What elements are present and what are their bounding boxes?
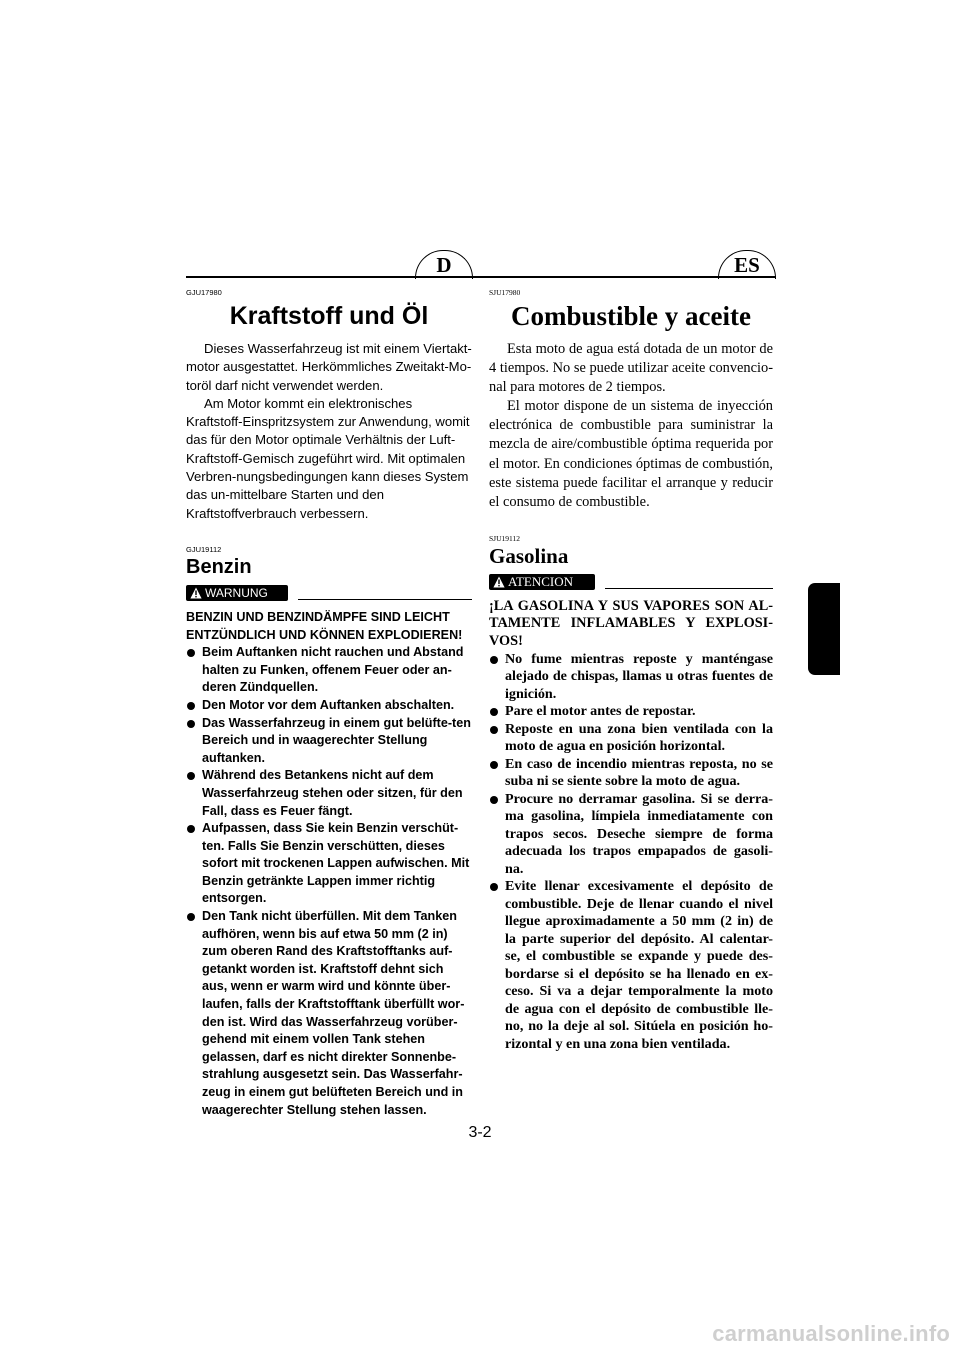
bullet-icon [187, 702, 195, 710]
warning-header [489, 574, 773, 590]
bullet-icon [187, 825, 195, 833]
list-item: Evite llenar excesivamente el depósito de combustible. Deje de llenar cuando el nivel llegue aproximadamente a 50 mm (2 in) de la parte superior del depósito. Al calentar-se, el combustible se expande y puede des-bordarse si el depósito se ha llenado en ex-ceso. Si va a dejar temporalmente la moto de agua con el depósito de combustible lle-no, no la deje al sol. Sitúela en posición ho-rizontal y en una zona bien ventilada. [489, 878, 773, 1053]
warning-header [186, 585, 472, 601]
bullet-icon [490, 761, 498, 769]
list-item: No fume mientras reposte y manténgase alejado de chispas, llamas u otras fuentes de ignición. [489, 651, 773, 704]
warning-lead: ¡LA GASOLINA Y SUS VAPORES SON AL-TAMENTE INFLAMABLES Y EXPLOSI-VOS! [489, 597, 773, 650]
header-rule [186, 276, 776, 278]
list-item: Beim Auftanken nicht rauchen und Abstand halten zu Funken, offenem Feuer oder an-deren Zündquellen. [186, 644, 472, 697]
bullet-icon [187, 772, 195, 780]
warning-lead: BENZIN UND BENZINDÄMPFE SIND LEICHT ENTZÜNDLICH UND KÖNNEN EXPLODIEREN! [186, 609, 463, 642]
language-label-german: D [415, 250, 473, 279]
list-item: Reposte en una zona bien ventilada con la moto de agua en posición horizontal. [489, 721, 773, 756]
bullet-icon [490, 708, 498, 716]
warning-rule [605, 588, 773, 589]
language-label-spanish: ES [718, 250, 776, 279]
bullet-icon [490, 656, 498, 664]
subsection-code: GJU19112 [186, 544, 222, 554]
list-item: Den Motor vor dem Auftanken abschalten. [186, 697, 472, 715]
list-item: Während des Betankens nicht auf dem Wasserfahrzeug stehen oder sitzen, für den Fall, dass es Feuer fängt. [186, 767, 472, 820]
bullet-icon [187, 913, 195, 921]
warning-badge [186, 585, 288, 601]
paragraph: Dieses Wasserfahrzeug ist mit einem Viertakt-motor ausgestattet. Herkömmliches Zweitakt-Mo-toröl darf nicht verwendet werden. [186, 341, 472, 393]
list-item: Procure no derramar gasolina. Si se derra-ma gasolina, límpiela inmediatamente con trapos secos. Deseche siempre de forma adecuada los trapos empapados de gasoli-na. [489, 791, 773, 879]
list-item: Das Wasserfahrzeug in einem gut belüfte-ten Bereich und in waagerechter Stellung auftanken. [186, 715, 472, 768]
subsection-title: Benzin [186, 555, 252, 578]
list-item: Aufpassen, dass Sie kein Benzin verschüt-ten. Falls Sie Benzin verschütten, dieses sofort mit trockenen Lappen aufwischen. Mit Benzin getränkte Lappen immer richtig entsorgen. [186, 820, 472, 908]
warning-label: ATENCION [508, 573, 573, 589]
list-item: En caso de incendio mientras reposta, no se suba ni se siente sobre la moto de agua. [489, 756, 773, 791]
warning-triangle-icon [190, 587, 202, 599]
section-title: Combustible y aceite [511, 301, 751, 331]
section-code: SJU17980 [489, 288, 521, 297]
chapter-tab-marker [808, 583, 840, 675]
warning-triangle-icon [493, 576, 505, 588]
page-number: 3-2 [468, 1124, 492, 1141]
paragraph: El motor dispone de un sistema de inyección electrónica de combustible para suministrar la mezcla de aire/combustible óptima requerida por el motor. En condiciones óptimas de combustión, este sistema puede facilitar el arranque y reducir el consumo de combustible. [489, 398, 773, 510]
subsection-title: Gasolina [489, 543, 569, 568]
list-item: Den Tank nicht überfüllen. Mit dem Tanken aufhören, wenn bis auf etwa 50 mm (2 in) zum oberen Rand des Kraftstofftanks auf-getankt worden ist. Kraftstoff dehnt sich aus, wenn er warm wird und könnte über-laufen, falls der Kraftstofftank überfüllt wor-den ist. Wird das Wasserfahrzeug vorüber-gehend mit einem vollen Tank stehen gelassen, darf es nicht direkter Sonnenbe-strahlung ausgesetzt sein. Das Wasserfahr-zeug in einem gut belüfteten Bereich und in waagerechter Stellung stehen lassen. [186, 908, 472, 1119]
warning-badge [489, 574, 595, 590]
bullet-icon [490, 796, 498, 804]
section-title: Kraftstoff und Öl [229, 302, 429, 330]
spanish-column [489, 288, 773, 1053]
paragraph: Am Motor kommt ein elektronisches Kraftstoff-Einspritzsystem zur Anwendung, womit das für den Motor optimale Verhältnis der Luft-Kraftstoff-Gemisch zugeführt wird. Mit optimalen Verbren-nungsbedingungen kann dieses System das un-mittelbare Starten und den Kraftstoffverbrauch verbessern. [186, 395, 470, 521]
bullet-icon [187, 649, 195, 657]
bullet-icon [490, 883, 498, 891]
german-column [186, 288, 472, 1119]
watermark: carmanualsonline.info [712, 1321, 950, 1346]
section-code: GJU17980 [186, 288, 222, 297]
warning-bullet-list [489, 651, 773, 1054]
list-item: Pare el motor antes de repostar. [489, 703, 773, 721]
warning-bullet-list [186, 644, 472, 1119]
warning-label: WARNUNG [205, 585, 268, 600]
bullet-icon [187, 720, 195, 728]
warning-rule [298, 599, 472, 600]
subsection-code: SJU19112 [489, 533, 520, 543]
paragraph: Esta moto de agua está dotada de un motor de 4 tiempos. No se puede utilizar aceite convencio-nal para motores de 2 tiempos. [489, 341, 773, 396]
bullet-icon [490, 726, 498, 734]
